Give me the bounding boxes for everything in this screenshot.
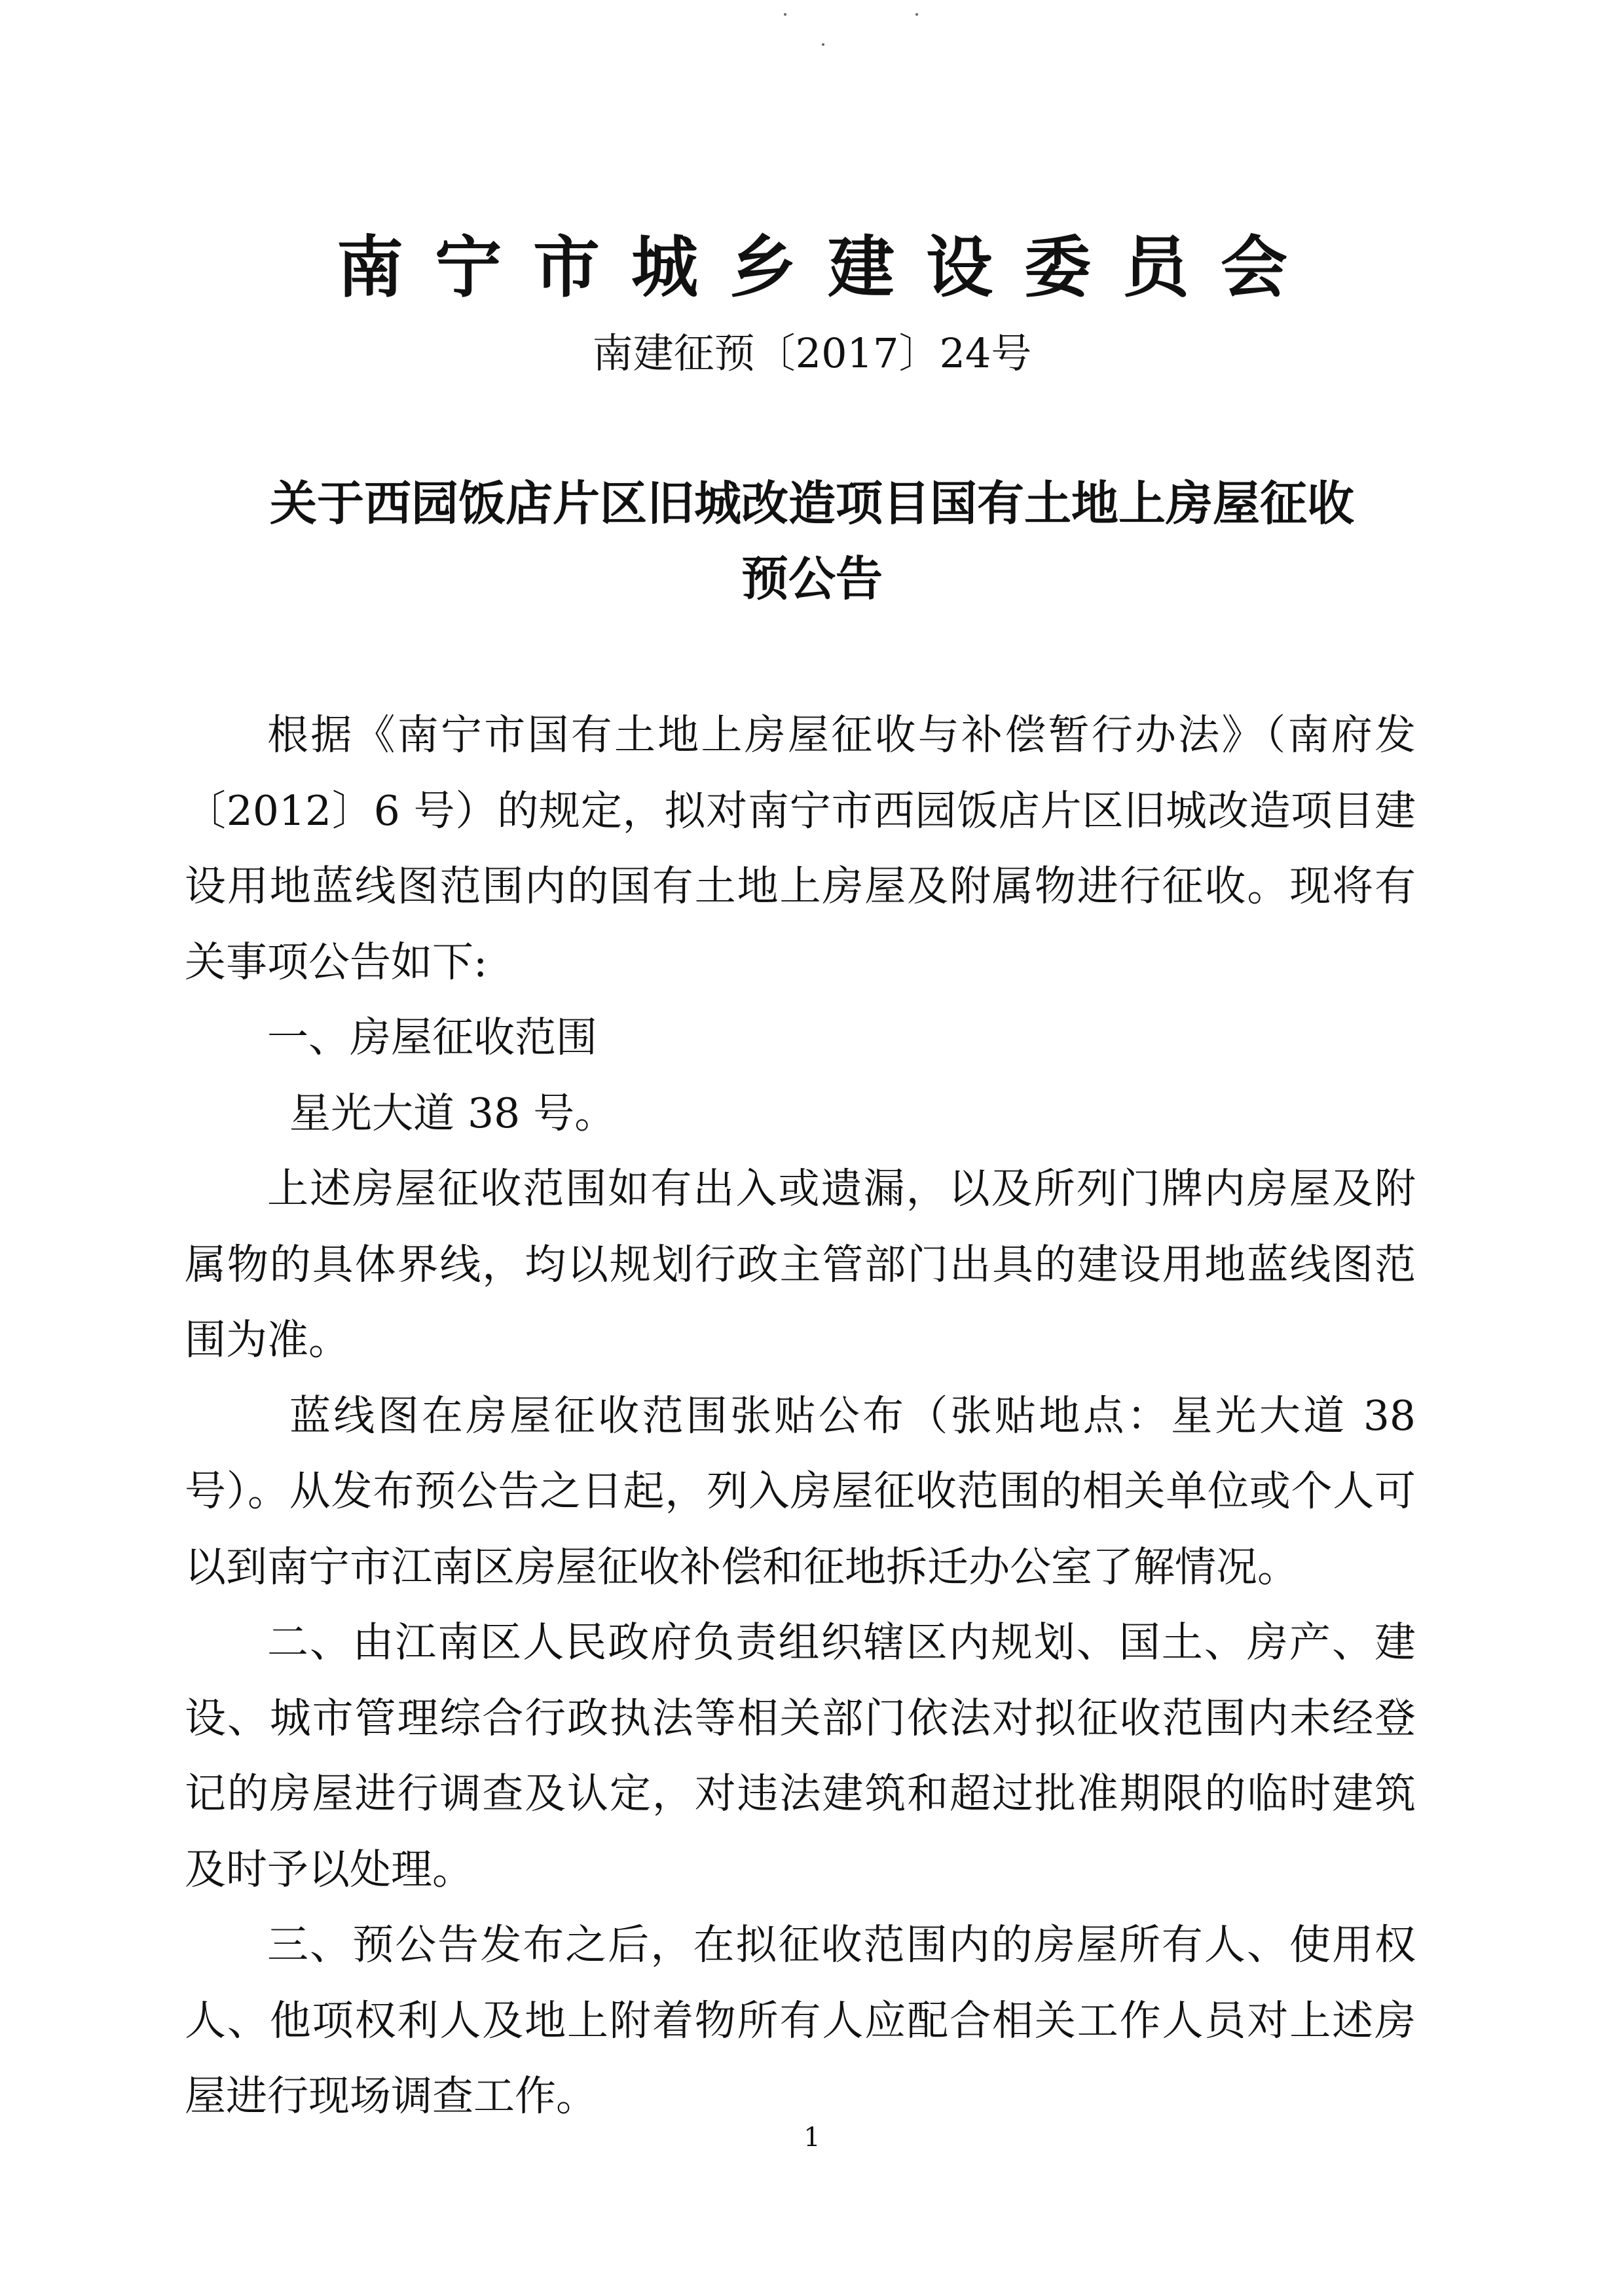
title-line-2: 预公告 (741, 551, 883, 606)
document-body (185, 697, 1416, 2134)
body-paragraph-intro: 根据《南宁市国有土地上房屋征收与补偿暂行办法》（南府发〔2012〕6 号）的规定，拟对南宁市西园饭店片区旧城改造项目建设用地蓝线图范围内的国有土地上房屋及附属物进行征收。现将有关事项公告如下: (185, 711, 1416, 986)
body-paragraph-blueprint: 蓝线图在房屋征收范围张贴公布（张贴地点：星光大道 38 号）。从发布预公告之日起，列入房屋征收范围的相关单位或个人可以到南宁市江南区房屋征收补偿和征地拆迁办公室了解情况。 (185, 1391, 1416, 1591)
page-number: 1 (803, 2123, 821, 2153)
section-heading-scope: 一、房屋征收范围 (267, 1013, 597, 1061)
issuing-organization: 南宁市城乡建设委员会 (337, 229, 1319, 307)
scan-speck (915, 13, 918, 16)
document-number: 南建征预〔2017〕24号 (592, 329, 1032, 377)
body-paragraph-boundary: 上述房屋征收范围如有出入或遗漏，以及所列门牌内房屋及附属物的具体界线，均以规划行政主管部门出具的建设用地蓝线图范围为准。 (185, 1165, 1416, 1364)
title-line-1: 关于西园饭店片区旧城改造项目国有土地上房屋征收 (269, 476, 1354, 531)
document-title (170, 466, 1454, 617)
scan-speck (822, 43, 824, 46)
body-paragraph-address: 星光大道 38 号。 (289, 1089, 616, 1137)
scan-speck (784, 13, 786, 16)
body-paragraph-section-three: 三、预公告发布之后，在拟征收范围内的房屋所有人、使用权人、他项权利人及地上附着物所有人应配合相关工作人员对上述房屋进行现场调查工作。 (185, 1921, 1416, 2120)
body-paragraph-section-two: 二、由江南区人民政府负责组织辖区内规划、国土、房产、建设、城市管理综合行政执法等相关部门依法对拟征收范围内未经登记的房屋进行调查及认定，对违法建筑和超过批准期限的临时建筑及时予以处理。 (185, 1618, 1416, 1893)
